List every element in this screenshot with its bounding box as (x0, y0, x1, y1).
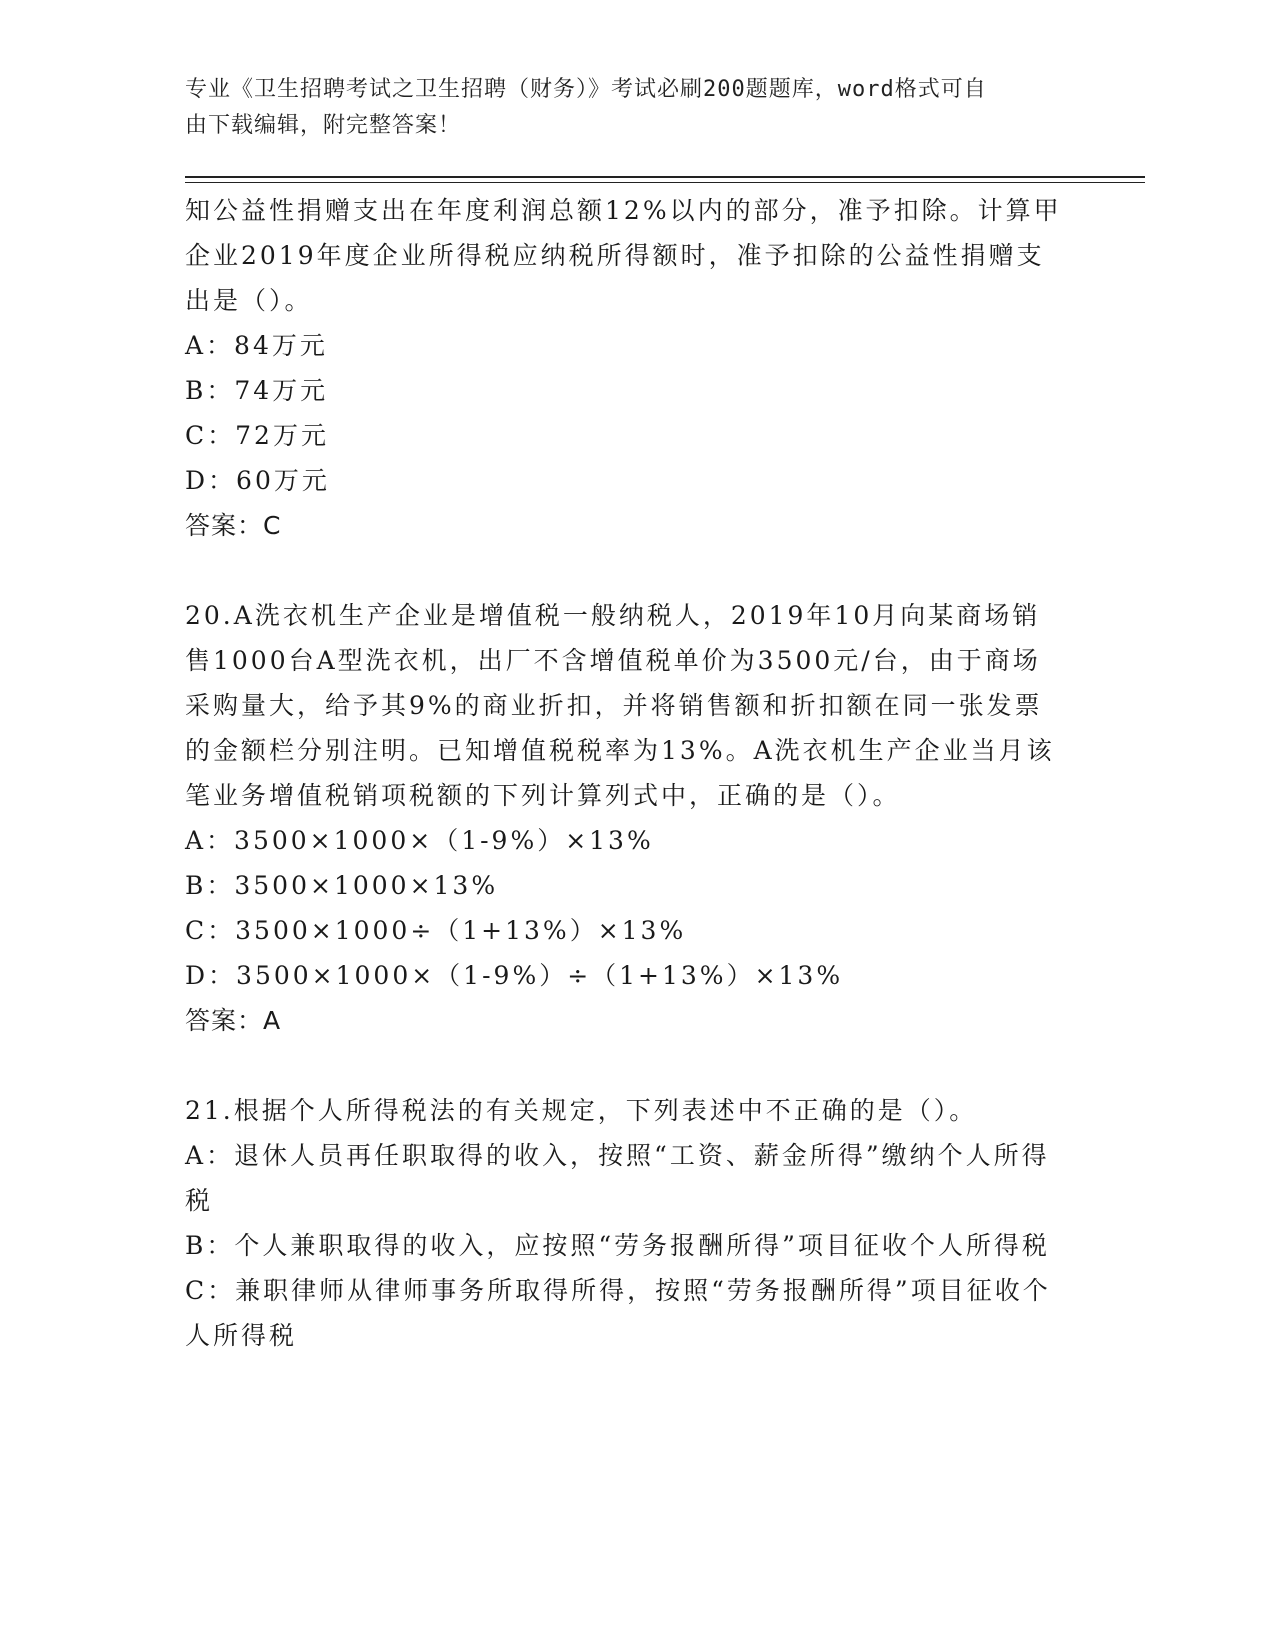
answer-line: 答案：C (185, 511, 282, 540)
document-body (185, 188, 1065, 1358)
option-c: C：兼职律师从律师事务所取得所得，按照“劳务报酬所得”项目征收个人所得税 (185, 1276, 1051, 1350)
question-19 (185, 188, 1065, 548)
question-stem: 20.A洗衣机生产企业是增值税一般纳税人，2019年10月向某商场销售1000台A型洗衣机，出厂不含增值税单价为3500元/台，由于商场采购量大，给予其9%的商业折扣，并将销售额和折扣额在同一张发票的金额栏分别注明。已知增值税税率为13%。A洗衣机生产企业当月该笔业务增值税销项税额的下列计算列式中，正确的是（）。 (185, 601, 1055, 810)
spacer (185, 1043, 1065, 1088)
option-b: B：3500×1000×13% (185, 871, 499, 900)
option-b: B：个人兼职取得的收入，应按照“劳务报酬所得”项目征收个人所得税 (185, 1231, 1050, 1260)
header-line-2: 由下载编辑，附完整答案！ (185, 113, 462, 138)
header-line-1: 专业《卫生招聘考试之卫生招聘（财务）》考试必刷200题题库，word格式可自 (185, 77, 987, 102)
option-d: D：3500×1000×（1-9%）÷（1+13%）×13% (185, 961, 844, 990)
option-b: B：74万元 (185, 376, 329, 405)
option-c: C：3500×1000÷（1+13%）×13% (185, 916, 687, 945)
question-stem: 知公益性捐赠支出在年度利润总额12%以内的部分，准予扣除。计算甲企业2019年度企业所得税应纳税所得额时，准予扣除的公益性捐赠支出是（）。 (185, 196, 1062, 315)
page-header (185, 72, 1065, 144)
header-divider-thin (185, 182, 1145, 183)
question-21 (185, 1088, 1065, 1358)
option-c: C：72万元 (185, 421, 329, 450)
option-a: A：退休人员再任职取得的收入，按照“工资、薪金所得”缴纳个人所得税 (185, 1141, 1050, 1215)
spacer (185, 548, 1065, 593)
option-a: A：84万元 (185, 331, 328, 360)
option-a: A：3500×1000×（1-9%）×13% (185, 826, 654, 855)
answer-line: 答案：A (185, 1006, 282, 1035)
option-d: D：60万元 (185, 466, 330, 495)
question-20 (185, 593, 1065, 1043)
question-stem: 21.根据个人所得税法的有关规定，下列表述中不正确的是（）。 (185, 1096, 978, 1125)
header-divider-thick (185, 176, 1145, 178)
